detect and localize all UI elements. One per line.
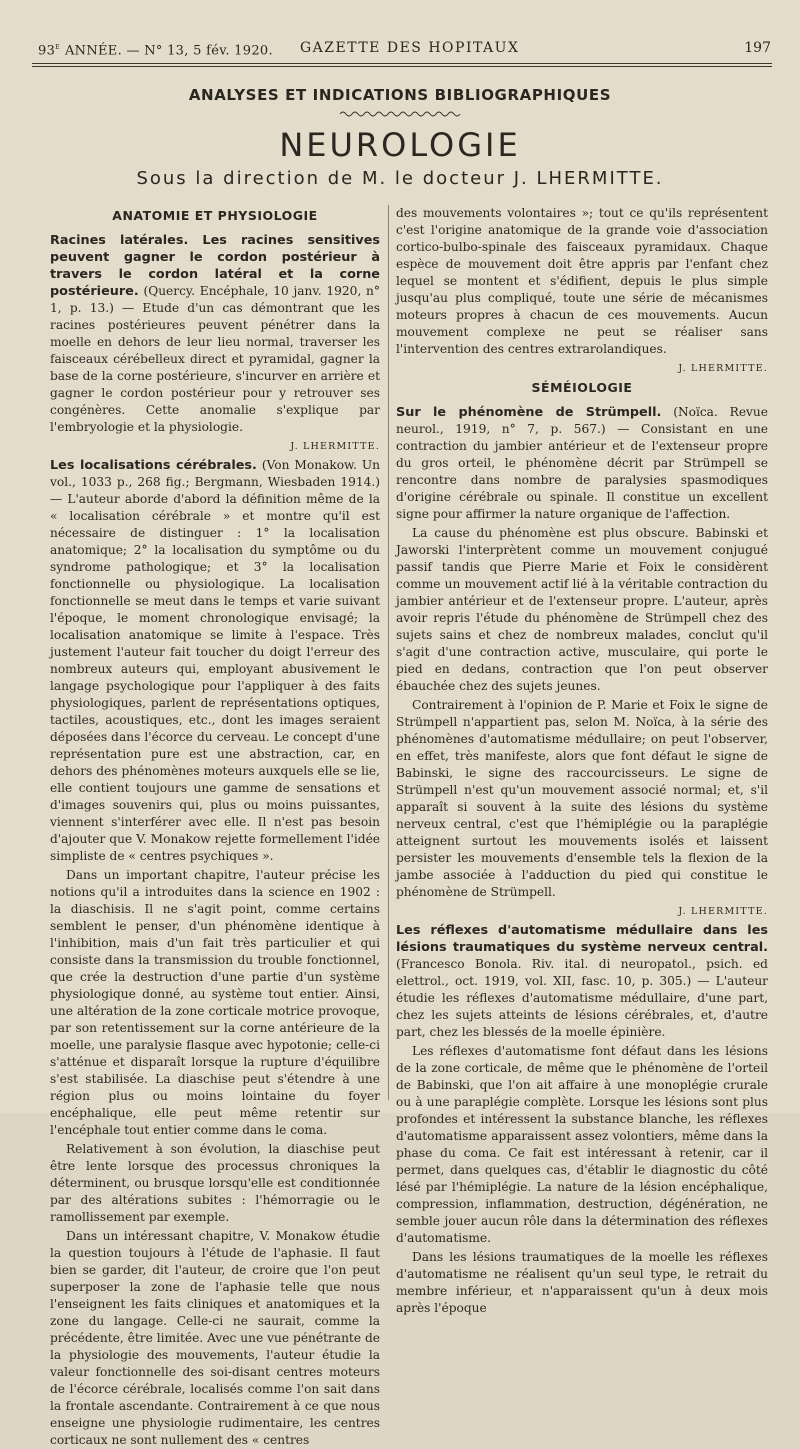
article-title: Les localisations cérébrales. xyxy=(50,458,257,473)
signature: J. LHERMITTE. xyxy=(678,906,768,917)
subhead-semeiologie: SÉMÉIOLOGIE xyxy=(531,380,633,395)
right-column xyxy=(396,205,769,1315)
article-text: — L'auteur étudie les réflexes d'automatisme médullaire, d'une part, chez les sujets atteints de lésions cérébrales, et, d'autre part, chez les blessés de la moelle épinière. xyxy=(396,974,769,1039)
article-strumpell xyxy=(396,404,768,523)
column-divider xyxy=(388,205,389,1100)
paragraph: Relativement à son évolution, la diaschise peut être lente lorsque des processus chroniques la déterminent, ou brusque lorsqu'elle est conditionnée par des altérations subites : l'hémorragie ou le ramollissement par exemple. xyxy=(50,1142,380,1224)
article-localisations xyxy=(50,457,380,865)
paragraph: La cause du phénomène est plus obscure. Babinski et Jaworski l'interprètent comme un mouvement conjugué passif tandis que Pierre Marie et Foix le considèrent comme un mouvement actif lié à la véritable contraction du jambier antérieur et de l'extenseur propre. L'auteur, après avoir repris l'étude du phénomène de Strümpell chez des sujets sains et chez de nombreux malades, conclut qu'il s'agit d'une contraction active, musculaire, qui porte le pied en dedans, contraction que l'on peut observer ébauchée chez des sujets jeunes. xyxy=(396,526,768,693)
article-title: Racines latérales. Les racines sensitives peuvent gagner le cordon postérieur à travers le cordon latéral et la corne postérieure. xyxy=(50,233,380,299)
header-rule-double xyxy=(32,66,772,67)
left-column xyxy=(50,205,380,1447)
article-reference: (Noïca. Revue neurol., 1919, n° 7, p. 567.) xyxy=(396,405,768,436)
paragraph: Dans un important chapitre, l'auteur précise les notions qu'il a introduites dans la science en 1902 : la diaschisis. Il ne s'agit point, comme certains semblent le penser, d'un phénomène identique à l'inhibition, mais d'un fait très particulier et qui consiste dans la transmission du trouble fonctionnel, que crée la destruction d'une partie d'un système physiologique donné, au système tout entier. Ainsi, une altération de la zone corticale motrice provoque, par son retentissement sur la corne antérieure de la moelle, une paralysie flasque avec hypotonie; celle-ci s'atténue et disparaît lorsque la rupture d'équilibre s'est stabilisée. La diaschise peut s'étendre à une région plus ou moins lointaine du foyer encéphalique, elle peut même retentir sur l'encéphale tout entier comme dans le coma. xyxy=(50,868,380,1137)
signature: J. LHERMITTE. xyxy=(678,363,768,374)
article-title: Sur le phénomène de Strümpell. xyxy=(396,405,662,420)
article-reference: (Francesco Bonola. Riv. ital. di neuropatol., psich. ed elettrol., oct. 1919, vol. XII, fasc. 10, p. 305.) xyxy=(396,957,768,988)
section-title: ANALYSES ET INDICATIONS BIBLIOGRAPHIQUES xyxy=(188,86,612,104)
wavy-ornament xyxy=(340,110,460,118)
article-text: — Etude d'un cas démontrant que les racines postérieures peuvent pénétrer dans la moelle en dehors de leur lieu normal, traverser les faisceaux cérébelleux direct et pyramidal, gagner la base de la corne postérieure, s'incurver en arrière et gagner le cordon postérieur pour y retrouver ses congénères. Cette anomalie s'explique par l'embryologie et la physiologie. xyxy=(50,301,380,434)
paragraph: Contrairement à l'opinion de P. Marie et Foix le signe de Strümpell n'appartient pas, selon M. Noïca, à la série des phénomènes d'automatisme médullaire; on peut l'observer, en effet, très manifeste, alors que font défaut le signe de Babinski, le signe des raccourcisseurs. Le signe de Strümpell n'est qu'un mouvement associé normal; et, s'il apparaît si souvent à la suite des lésions du système nerveux central, c'est que l'hémiplégie ou la paraplégie atteignent surtout les mouvements isolés et laissent persister les mouvements d'ensemble tels la flexion de la jambe associée à l'adduction du pied qui constitue le phénomène de Strümpell. xyxy=(396,698,768,899)
article-text: — Consistant en une contraction du jambier antérieur et de l'extenseur propre du gros orteil, le phénomène décrit par Strümpell se rencontre dans nombre de paralysies spasmodiques d'origine cérébrale ou spinale. Il constitue un excellent signe pour affirmer la nature organique de l'affection. xyxy=(396,422,769,521)
page-number: 197 xyxy=(744,40,771,56)
paragraph: Dans les lésions traumatiques de la moelle les réflexes d'automatisme ne réalisent qu'un seul type, le retrait du membre inférieur, et n'apparaissent qu'un à deux mois après l'époque xyxy=(396,1250,768,1315)
year-prefix: 93 xyxy=(38,43,56,59)
header-rule xyxy=(32,63,772,64)
article-title: Les réflexes d'automatisme médullaire dans les lésions traumatiques du système nerveux central. xyxy=(396,923,768,955)
paragraph-continued: des mouvements volontaires »; tout ce qu'ils représentent c'est l'origine anatomique de la grande voie d'association cortico-bulbo-spinale des faisceaux pyramidaux. Chaque espèce de mouvement doit être appris par l'enfant chez lequel se montent et s'édifient, depuis le plus simple jusqu'au plus compliqué, toute une série de mécanismes moteurs propres à chacun de ces mouvements. Aucun mouvement complexe ne peut se réaliser sans l'intervention des centres extrarolandiques. xyxy=(396,206,768,356)
article-reference: (Quercy. Encéphale, 10 janv. 1920, n° 1, p. 13.) xyxy=(50,284,380,315)
article-reference: (Von Monakow. Un vol., 1033 p., 268 fig.; Bergmann, Wiesbaden 1914.) xyxy=(50,458,380,489)
article-racines xyxy=(50,232,380,436)
year-label: ANNÉE. — N° 13, 5 fév. 1920. xyxy=(60,43,273,59)
main-title: NEUROLOGIE xyxy=(279,126,521,164)
direction-line: Sous la direction de M. le docteur J. LHERMITTE. xyxy=(136,168,664,189)
issue-info xyxy=(38,42,273,58)
year-superscript: e xyxy=(55,42,61,52)
journal-name: GAZETTE DES HOPITAUX xyxy=(300,40,520,56)
signature: J. LHERMITTE. xyxy=(290,441,380,452)
paragraph: Dans un intéressant chapitre, V. Monakow étudie la question toujours à l'étude de l'aphasie. Il faut bien se garder, dit l'auteur, de croire que l'on peut superposer la zone de l'aphasie telle que nous l'enseignent les faits cliniques et anatomiques et la zone du langage. Celle-ci ne saurait, comme la précédente, être limitée. Avec une vue pénétrante de la physiologie des mouvements, l'auteur étudie la valeur fonctionnelle des soi-disant centres moteurs de l'écorce cérébrale, localisés comme l'on sait dans la frontale ascendante. Contrairement à ce que nous enseigne une physiologie rudimentaire, les centres corticaux ne sont nullement des « centres xyxy=(50,1229,380,1447)
article-reflexes xyxy=(396,922,768,1041)
running-header xyxy=(30,38,775,62)
paragraph: Les réflexes d'automatisme font défaut dans les lésions de la zone corticale, de même que le phénomène de l'orteil de Babinski, que l'on ait affaire à une monoplégie crurale ou à une paraplégie complète. Lorsque les lésions sont plus profondes et intéressent la substance blanche, les réflexes d'automatisme apparaissent assez volontiers, même dans la phase du coma. Ce fait est intéressant à retenir, car il permet, dans quelques cas, d'établir le diagnostic du côté lésé par l'hémiplégie. La nature de la lésion encéphalique, compression, inflammation, destruction, dégénération, ne semble jouer aucun rôle dans la détermination des réflexes d'automatisme. xyxy=(396,1044,768,1245)
subhead-anatomie: ANATOMIE ET PHYSIOLOGIE xyxy=(112,208,318,223)
article-text: — L'auteur aborde d'abord la définition même de la « localisation cérébrale » et montre qu'il est nécessaire de distinguer : 1° la localisation anatomique; 2° la localisation du symptôme ou du syndrome pathologique; et 3° la localisation fonctionnelle ou physiologique. La localisation fonctionnelle se meut dans le temps et varie suivant l'époque, le moment chronologique envisagé; la localisation anatomique se limite à l'espace. Très justement l'auteur fait toucher du doigt l'erreur des nombreux auteurs qui, employant abusivement le langage psychologique pour l'appliquer à des faits physiologiques, parlent de représentations optiques, tactiles, acoustiques, etc., dont les images seraient déposées dans l'écorce du cerveau. Le concept d'une représentation pure est une abstraction, car, en dehors des phénomènes moteurs auxquels elle se lie, elle contient toujours une gamme de sensations et d'images souvenirs qui, plus ou moins puissantes, viennent s'interférer avec elle. Il n'est pas besoin d'ajouter que V. Monakow rejette formellement l'idée simpliste de « centres psychiques ». xyxy=(50,492,380,863)
